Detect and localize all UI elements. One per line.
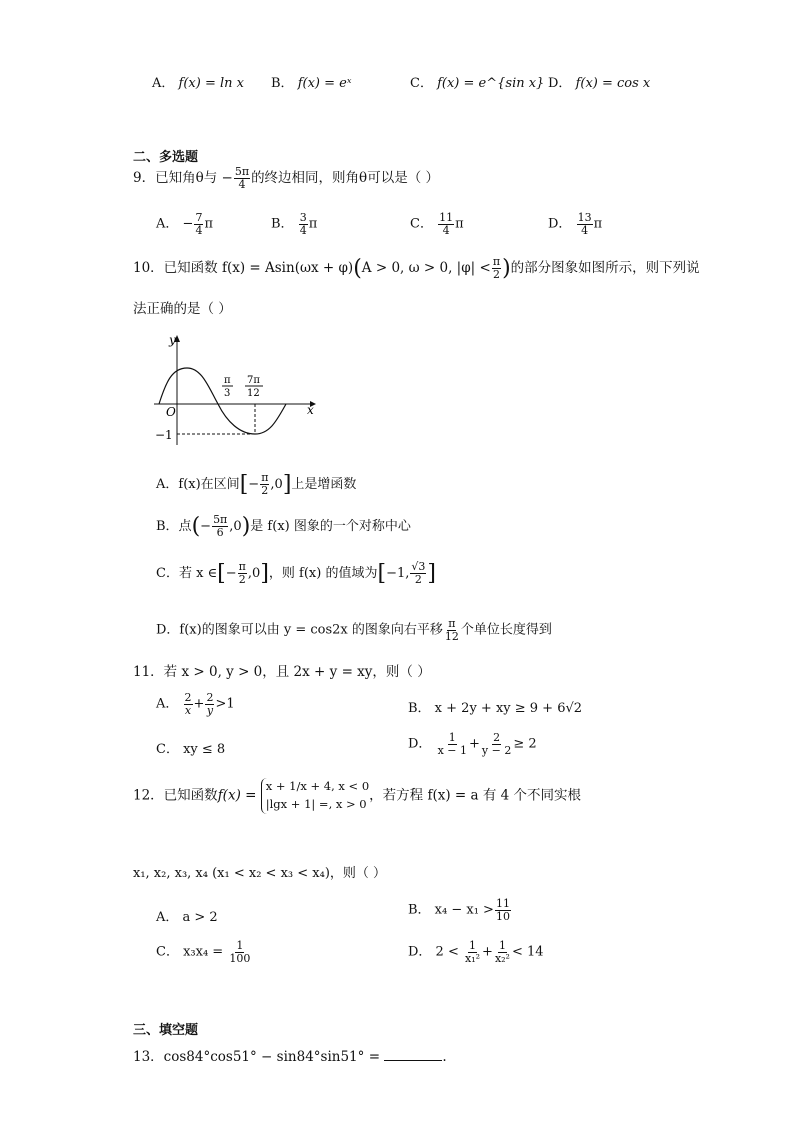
q10-option-b: B．点(− $\frac{5\pi}{6}$ ,0)是 f(x) 图象的一个对称中心 xyxy=(156,513,411,539)
tick-7pi-12-den: 12 xyxy=(247,388,260,399)
question-10-stem: 10．已知函数 f(x) = Asin(ωx + φ)(A > 0, ω > 0, |φ| < $\frac{\pi}{2}$ )的部分图象如图所示，则下列说 xyxy=(133,255,700,281)
question-11-stem: 11．若 x > 0, y > 0，且 2x + y = xy，则（ ） xyxy=(133,664,431,680)
y-axis-label: y xyxy=(169,333,176,347)
q11-option-a: A． $\frac{2}{x}$ + $\frac{2}{y}$ >1 xyxy=(156,691,235,717)
q10-option-c: C．若 x ∈[− $\frac{\pi}{2}$ ,0]，则 f(x) 的值域为[−1, $\frac{√3}{2}$ ] xyxy=(156,560,436,586)
q12-option-d: D． 2 < $\frac{1}{\text{x₁²}}$ + $\frac{1}{\text{x₂²}}$ < 14 xyxy=(408,939,544,965)
answer-blank[interactable] xyxy=(384,1048,442,1061)
sine-curve xyxy=(159,368,286,434)
q11-option-c: C． xy ≤ 8 xyxy=(156,742,226,757)
q11-option-b: B． x + 2y + xy ≥ 9 + 6√2 xyxy=(408,701,583,716)
x-axis-label: x xyxy=(307,403,314,417)
q8-option-d: D． f(x) = cos x xyxy=(548,76,651,91)
piecewise-function: x + 1/x + 4, x < 0 |lgx + 1| =, x > 0 xyxy=(261,778,369,814)
q10-option-a: A．f(x)在区间[− $\frac{\pi}{2}$ ,0]上是增函数 xyxy=(156,471,357,497)
section-heading-multiple-choice: 二、多选题 xyxy=(133,150,199,165)
question-13: 13．cos84°cos51° − sin84°sin51° = . xyxy=(133,1049,447,1065)
question-9-stem: 9．已知角θ与 − $\frac{5\pi}{4}$ 的终边相同，则角θ可以是（ ） xyxy=(133,165,439,191)
q9-option-a: A． − $\frac{7}{4}$ π xyxy=(156,211,213,237)
question-12-stem: 12．已知函数f(x) = x + 1/x + 4, x < 0 |lgx + 1| =, x > 0 ，若方程 f(x) = a 有 4 个不同实根 xyxy=(133,778,581,814)
q12-option-c: C． x₃x₄ = $\frac{1}{100}$ xyxy=(156,939,251,965)
q11-option-d: D． $\frac{1}{x - 1}$ + $\frac{2}{y - 2}$ ≥ 2 xyxy=(408,731,537,757)
q10-option-d: D．f(x)的图象可以由 y = cos2x 的图象向右平移 $\frac{\pi}{12}$ 个单位长度得到 xyxy=(156,617,552,643)
section-heading-fill-in: 三、填空题 xyxy=(133,1023,199,1038)
q8-option-a: A． f(x) = ln x xyxy=(152,76,244,91)
q9-option-b: B． $\frac{3}{4}$ π xyxy=(271,211,318,237)
origin-label: O xyxy=(166,405,176,419)
q9-option-c: C． $\frac{11}{4}$ π xyxy=(410,211,464,237)
q12-option-b: B． x₄ − x₁ > $\frac{11}{10}$ xyxy=(408,897,510,923)
q12-option-a: A． a > 2 xyxy=(156,910,218,925)
q9-option-d: D． $\frac{13}{4}$ π xyxy=(548,211,603,237)
q8-option-b: B． f(x) = eˣ xyxy=(271,76,352,91)
question-12-roots-line: x₁, x₂, x₃, x₄ (x₁ < x₂ < x₃ < x₄)，则（ ） xyxy=(133,866,387,881)
question-10-stem-line2: 法正确的是（ ） xyxy=(133,301,232,317)
q10-sine-graph xyxy=(150,330,320,450)
minus-one-label: −1 xyxy=(155,428,173,442)
tick-pi-3-num: π xyxy=(224,375,231,386)
q8-option-c: C． f(x) = e^{sin x} xyxy=(410,76,545,91)
tick-pi-3-den: 3 xyxy=(224,388,231,399)
tick-7pi-12-num: 7π xyxy=(247,375,260,386)
